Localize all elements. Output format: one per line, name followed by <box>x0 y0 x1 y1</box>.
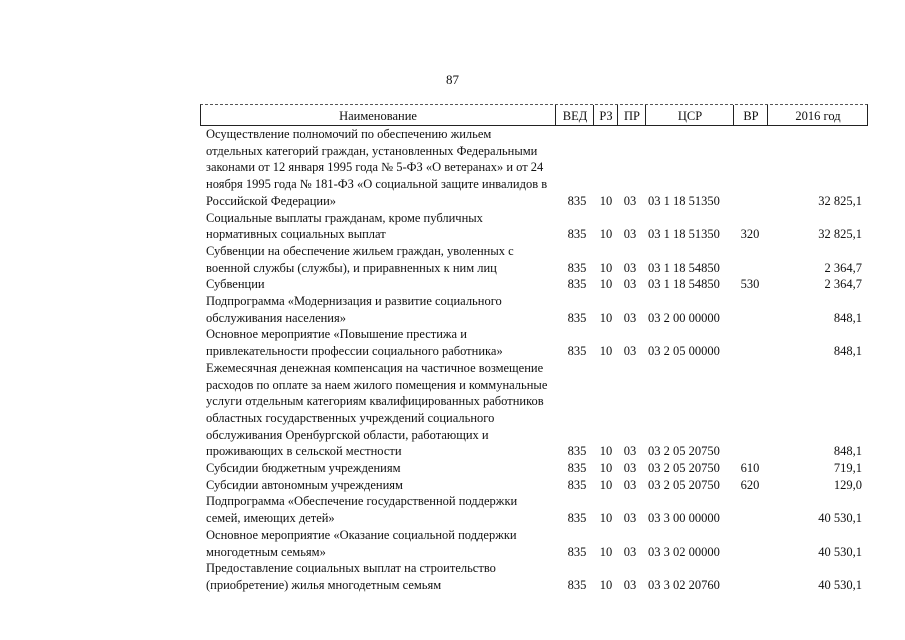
rz-cell: 10 <box>599 310 613 325</box>
pr-cell: 03 <box>623 577 637 592</box>
pr-cell: 03 <box>623 511 637 526</box>
pr-cell: 03 <box>623 477 637 492</box>
ved-cell: 835 <box>567 544 587 559</box>
csr-cell: 03 2 05 20750 <box>648 461 720 476</box>
csr-cell: 03 1 18 54850 <box>648 277 720 292</box>
pr-cell: 03 <box>623 260 637 275</box>
table-row <box>200 527 868 560</box>
amount-cell: 848,1 <box>833 310 862 325</box>
rz-cell: 10 <box>599 277 613 292</box>
csr-cell: 03 1 18 54850 <box>648 260 720 275</box>
csr-cell: 03 3 00 00000 <box>648 511 720 526</box>
csr-cell: 03 1 18 51350 <box>648 193 720 208</box>
header-vr: ВР <box>733 105 768 125</box>
row-name: Социальные выплаты гражданам, кроме публичных нормативных социальных выплат <box>206 210 483 242</box>
ved-cell: 835 <box>567 344 587 359</box>
vr-cell: 620 <box>740 477 760 492</box>
row-name: Подпрограмма «Модернизация и развитие социального обслуживания населения» <box>206 294 502 325</box>
table-row <box>200 477 868 494</box>
rz-cell: 10 <box>599 477 613 492</box>
pr-cell: 03 <box>623 310 637 325</box>
pr-cell: 03 <box>623 193 637 208</box>
header-rz: РЗ <box>593 105 618 125</box>
row-name: Осуществление полномочий по обеспечению жильем отдельных категорий граждан, установленных Федеральными законами от 12 января 1995 года № 5-ФЗ «О ветеранах» и от 24 ноября 1995 года № 181-ФЗ «О социальной защите инвалидов в Российской Федерации» <box>206 127 548 208</box>
header-year: 2016 год <box>767 105 868 125</box>
ved-cell: 835 <box>567 277 587 292</box>
csr-cell: 03 2 00 00000 <box>648 310 720 325</box>
amount-cell: 848,1 <box>833 344 862 359</box>
csr-cell: 03 3 02 00000 <box>648 544 720 559</box>
row-name: Основное мероприятие «Оказание социальной поддержки многодетным семьям» <box>206 527 517 559</box>
table-row <box>200 560 868 593</box>
amount-cell: 40 530,1 <box>818 577 862 592</box>
rz-cell: 10 <box>599 227 613 242</box>
table-row <box>200 326 868 359</box>
amount-cell: 848,1 <box>833 444 862 459</box>
table-row <box>200 293 868 326</box>
csr-cell: 03 2 05 20750 <box>648 477 720 492</box>
ved-cell: 835 <box>567 461 587 476</box>
ved-cell: 835 <box>567 444 587 459</box>
table-body <box>200 126 868 594</box>
pr-cell: 03 <box>623 277 637 292</box>
header-ved: ВЕД <box>555 105 594 125</box>
ved-cell: 835 <box>567 310 587 325</box>
table-row <box>200 126 868 210</box>
vr-cell: 320 <box>740 227 760 242</box>
pr-cell: 03 <box>623 444 637 459</box>
row-name: Предоставление социальных выплат на строительство (приобретение) жилья многодетным семьям <box>206 561 496 592</box>
header-pr: ПР <box>617 105 646 125</box>
rz-cell: 10 <box>599 260 613 275</box>
row-name: Ежемесячная денежная компенсация на частичное возмещение расходов по оплате за наем жилого помещения и коммунальные услуги отдельным категориям квалифицированных работников областных государственных учреждений социального обслуживания Оренбургской области, работающих и проживающих в сельской местности <box>206 360 548 459</box>
amount-cell: 2 364,7 <box>824 260 862 275</box>
header-name: Наименование <box>339 109 417 123</box>
ved-cell: 835 <box>567 511 587 526</box>
table-row <box>200 276 868 293</box>
csr-cell: 03 2 05 20750 <box>648 444 720 459</box>
table-row <box>200 243 868 276</box>
amount-cell: 40 530,1 <box>818 511 862 526</box>
table-header <box>200 104 868 126</box>
csr-cell: 03 2 05 00000 <box>648 344 720 359</box>
rz-cell: 10 <box>599 511 613 526</box>
vr-cell: 610 <box>740 461 760 476</box>
table-row <box>200 210 868 243</box>
row-name: Субвенции на обеспечение жильем граждан, уволенных с военной службы (службы), и приравненных к ним лиц <box>206 243 514 275</box>
row-name: Субсидии автономным учреждениям <box>206 477 403 492</box>
amount-cell: 32 825,1 <box>818 193 862 208</box>
rz-cell: 10 <box>599 544 613 559</box>
ved-cell: 835 <box>567 477 587 492</box>
ved-cell: 835 <box>567 227 587 242</box>
csr-cell: 03 3 02 20760 <box>648 577 720 592</box>
amount-cell: 40 530,1 <box>818 544 862 559</box>
budget-table <box>200 104 868 594</box>
table-row <box>200 493 868 526</box>
pr-cell: 03 <box>623 461 637 476</box>
amount-cell: 2 364,7 <box>824 277 862 292</box>
rz-cell: 10 <box>599 577 613 592</box>
amount-cell: 129,0 <box>833 477 862 492</box>
ved-cell: 835 <box>567 260 587 275</box>
row-name: Субсидии бюджетным учреждениям <box>206 461 401 476</box>
header-csr: ЦСР <box>645 105 734 125</box>
table-row <box>200 360 868 460</box>
row-name: Подпрограмма «Обеспечение государственной поддержки семей, имеющих детей» <box>206 494 518 526</box>
rz-cell: 10 <box>599 461 613 476</box>
table-row <box>200 460 868 477</box>
row-name: Основное мероприятие «Повышение престижа и привлекательности профессии социального работника» <box>206 327 503 359</box>
rz-cell: 10 <box>599 444 613 459</box>
pr-cell: 03 <box>623 227 637 242</box>
rz-cell: 10 <box>599 344 613 359</box>
row-name: Субвенции <box>206 277 265 292</box>
amount-cell: 32 825,1 <box>818 227 862 242</box>
page-number: 87 <box>446 72 459 87</box>
csr-cell: 03 1 18 51350 <box>648 227 720 242</box>
rz-cell: 10 <box>599 193 613 208</box>
pr-cell: 03 <box>623 344 637 359</box>
pr-cell: 03 <box>623 544 637 559</box>
amount-cell: 719,1 <box>833 461 862 476</box>
vr-cell: 530 <box>740 277 760 292</box>
ved-cell: 835 <box>567 577 587 592</box>
ved-cell: 835 <box>567 193 587 208</box>
